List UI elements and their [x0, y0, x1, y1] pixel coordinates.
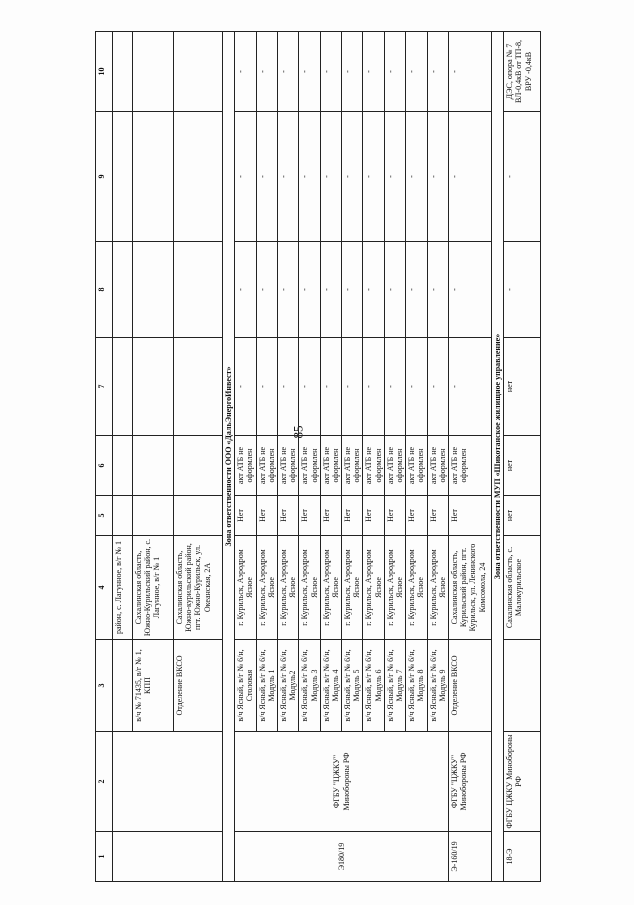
cell: акт АТБ не оформлен — [256, 436, 277, 496]
cell: Нет — [406, 496, 427, 536]
cell — [174, 338, 223, 436]
cell: акт АТБ не оформлен — [235, 436, 256, 496]
cell — [504, 640, 541, 732]
cell: - — [256, 242, 277, 338]
header-cell: 1 — [96, 832, 113, 882]
cell — [113, 32, 133, 112]
cell: в/ч Ясный, в/г № 6/н, Столовая — [235, 640, 256, 732]
cell: - — [235, 112, 256, 242]
cell: Нет — [235, 496, 256, 536]
cell: Нет — [320, 496, 341, 536]
cell — [174, 496, 223, 536]
cell: в/ч Ясный, в/г № 6/н, Модуль 9 — [427, 640, 448, 732]
cell: - — [320, 338, 341, 436]
cell: Сахалинская область, Южно-курильский район, пгт. Южно-Курильск, ул. Океанская, 2А — [174, 536, 223, 640]
header-cell: 2 — [96, 732, 113, 832]
cell: г. Курильск, Аэродром Ясное — [320, 536, 341, 640]
cell — [133, 112, 174, 242]
cell: нет — [504, 436, 541, 496]
cell: - — [342, 242, 363, 338]
cell: Сахалинская область, с. Малокурильское — [504, 536, 541, 640]
cell: ДЭС, опора № 7 ВЛ-0,4кВ от ТП-8, ВРУ -0,4кВ — [504, 32, 541, 112]
table-row — [235, 32, 256, 882]
cell: Нет — [256, 496, 277, 536]
header-cell: 3 — [96, 640, 113, 732]
cell — [133, 338, 174, 436]
cell: Сахалинская область, Курильский район, пгт. Курильск, ул. Ленинского Комсомола, 24 — [448, 536, 491, 640]
cell: в/ч Ясный, в/г № 6/н, Модуль 8 — [406, 640, 427, 732]
zone-heading: Зона ответственности МУП «Шикотанское жилищное управление» — [491, 32, 503, 882]
cell: Нет — [427, 496, 448, 536]
cell — [113, 496, 133, 536]
cell — [174, 32, 223, 112]
cell — [113, 640, 133, 732]
cell: акт АТБ не оформлен — [299, 436, 320, 496]
cell: г. Курильск, Аэродром Ясное — [235, 536, 256, 640]
cell: Нет — [277, 496, 298, 536]
page-number: 85 — [290, 425, 306, 439]
cell — [113, 436, 133, 496]
infrastructure-table — [95, 31, 541, 882]
cell: - — [363, 242, 384, 338]
cell: нет — [504, 496, 541, 536]
cell: акт АТБ не оформлен — [342, 436, 363, 496]
cell: г. Курильск, Аэродром Ясное — [256, 536, 277, 640]
cell: акт АТБ не оформлен — [384, 436, 405, 496]
cell: Отделение ВКСО — [448, 640, 491, 732]
cell — [113, 338, 133, 436]
cell: - — [277, 242, 298, 338]
cell: г. Курильск, Аэродром Ясное — [384, 536, 405, 640]
cell: 18-Э — [504, 832, 541, 882]
cell: - — [427, 242, 448, 338]
cell: - — [299, 32, 320, 112]
cell: в/ч № 71435, в/г № 1, КПП — [133, 640, 174, 732]
cell: - — [342, 112, 363, 242]
cell: - — [342, 32, 363, 112]
cell: - — [235, 32, 256, 112]
cell — [174, 242, 223, 338]
cell: - — [384, 338, 405, 436]
cell — [174, 112, 223, 242]
zone-row — [223, 32, 235, 882]
cell: - — [448, 242, 491, 338]
cell: - — [299, 338, 320, 436]
cell: - — [427, 112, 448, 242]
cell: - — [277, 338, 298, 436]
cell: в/ч Ясный, в/г № 6/н, Модуль 4 — [320, 640, 341, 732]
cell: акт АТБ не оформлен — [448, 436, 491, 496]
table-row — [448, 32, 491, 882]
cell: - — [277, 32, 298, 112]
cell — [113, 242, 133, 338]
cell: акт АТБ не оформлен — [427, 436, 448, 496]
cell: акт АТБ не оформлен — [277, 436, 298, 496]
cell: Нет — [342, 496, 363, 536]
cell: - — [406, 338, 427, 436]
cell: Нет — [448, 496, 491, 536]
cell: г. Курильск, Аэродром Ясное — [406, 536, 427, 640]
cell — [133, 32, 174, 112]
cell: - — [363, 32, 384, 112]
cell: в/ч Ясный, в/г № 6/н, Модуль 3 — [299, 640, 320, 732]
zone-row — [491, 32, 503, 882]
cell: акт АТБ не оформлен — [320, 436, 341, 496]
rotated-table-wrapper — [95, 32, 605, 882]
cell — [133, 496, 174, 536]
cell: - — [406, 32, 427, 112]
table-row — [113, 32, 133, 882]
cell: г. Курильск, Аэродром Ясное — [427, 536, 448, 640]
header-cell: 9 — [96, 112, 113, 242]
cell: - — [363, 338, 384, 436]
cell-contract: Э180/19 — [235, 832, 449, 882]
cell: Сахалинская область, Южно-Курильский район, с. Лагунное, в/г № 1 — [133, 536, 174, 640]
cell: - — [256, 338, 277, 436]
cell: - — [384, 32, 405, 112]
cell: ФГБУ "ЦЖКУ" Минобороны РФ — [448, 732, 491, 832]
cell: - — [448, 112, 491, 242]
cell: - — [406, 112, 427, 242]
header-cell: 5 — [96, 496, 113, 536]
cell: г. Курильск, Аэродром Ясное — [299, 536, 320, 640]
cell: в/ч Ясный, в/г № 6/н, Модуль 1 — [256, 640, 277, 732]
cell: Нет — [384, 496, 405, 536]
cell: в/ч Ясный, в/г № 6/н, Модуль2 — [277, 640, 298, 732]
cell: район, с. Лагунное, в/г № 1 — [113, 536, 133, 640]
cell: - — [299, 242, 320, 338]
cell: акт АТБ не оформлен — [363, 436, 384, 496]
cell: г. Курильск, Аэродром Ясное — [363, 536, 384, 640]
cell: Нет — [363, 496, 384, 536]
cell: - — [384, 242, 405, 338]
header-cell: 8 — [96, 242, 113, 338]
cell: - — [342, 338, 363, 436]
cell — [113, 112, 133, 242]
cell: в/ч Ясный, в/г № 6/н, Модуль 7 — [384, 640, 405, 732]
cell: - — [427, 32, 448, 112]
cell: - — [256, 112, 277, 242]
cell: - — [235, 242, 256, 338]
cell: - — [406, 242, 427, 338]
table-row — [504, 32, 541, 882]
cell: - — [256, 32, 277, 112]
zone-heading: Зона ответственности ООО «ДальЭнергоИнвест» — [223, 32, 235, 882]
cell: - — [504, 242, 541, 338]
cell: - — [235, 338, 256, 436]
cell: - — [320, 242, 341, 338]
cell: - — [277, 112, 298, 242]
cell: в/ч Ясный, в/г № 6/н, Модуль 5 — [342, 640, 363, 732]
cell — [113, 832, 223, 882]
header-cell: 10 — [96, 32, 113, 112]
cell-customer: ФГБУ "ЦЖКУ" Минобороны РФ — [235, 732, 449, 832]
cell: Э-160/19 — [448, 832, 491, 882]
cell: - — [504, 112, 541, 242]
cell: - — [448, 338, 491, 436]
cell — [174, 436, 223, 496]
cell: - — [320, 32, 341, 112]
cell — [133, 242, 174, 338]
cell: - — [384, 112, 405, 242]
cell: г. Курильск, Аэродром Ясное — [277, 536, 298, 640]
cell: - — [363, 112, 384, 242]
cell: акт АТБ не оформлен — [406, 436, 427, 496]
cell: г. Курильск, Аэродром Ясное — [342, 536, 363, 640]
cell: нет — [504, 338, 541, 436]
cell: - — [448, 32, 491, 112]
header-cell: 6 — [96, 436, 113, 496]
cell: Нет — [299, 496, 320, 536]
cell: - — [320, 112, 341, 242]
header-cell: 7 — [96, 338, 113, 436]
header-row — [96, 32, 113, 882]
cell: в/ч Ясный, в/г № 6/н, Модуль 6 — [363, 640, 384, 732]
cell — [113, 732, 223, 832]
cell: - — [427, 338, 448, 436]
cell: - — [299, 112, 320, 242]
cell: Отделение ВКСО — [174, 640, 223, 732]
header-cell: 4 — [96, 536, 113, 640]
cell: ФГБУ ЦЖКУ Минобороны РФ — [504, 732, 541, 832]
cell — [133, 436, 174, 496]
